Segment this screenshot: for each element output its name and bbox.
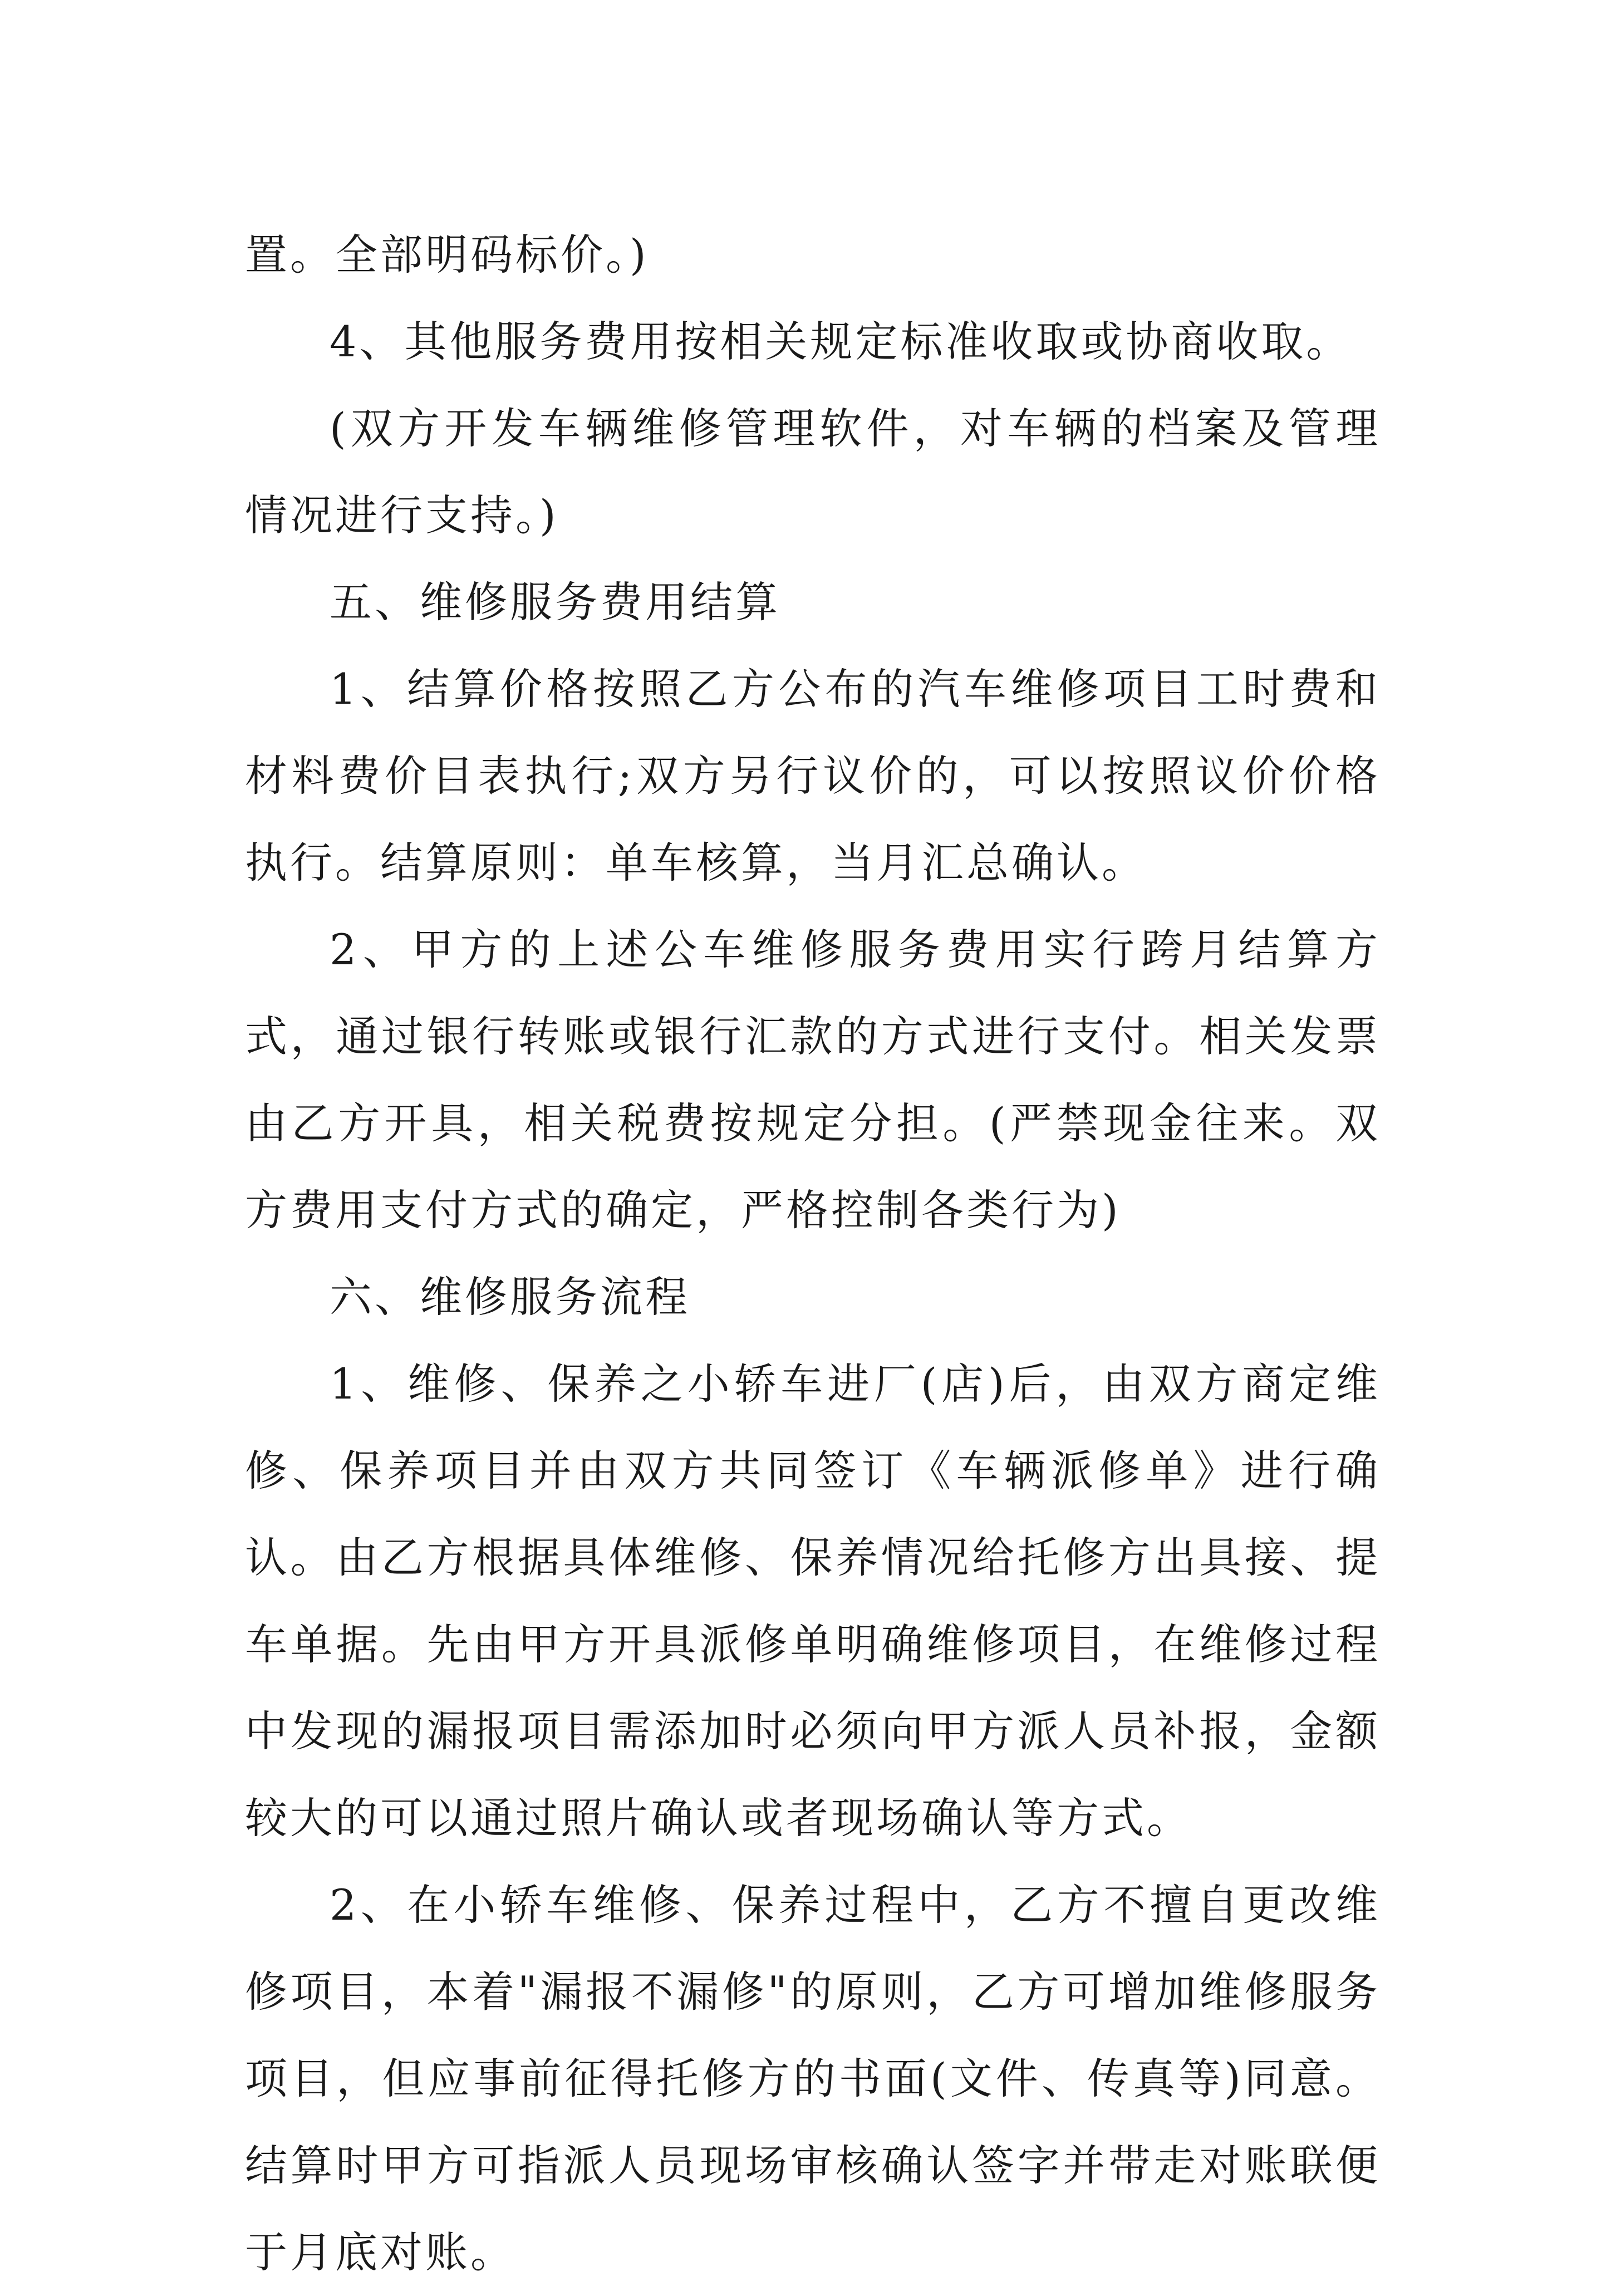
paragraph-process-step-1: 1、维修、保养之小轿车进厂(店)后，由双方商定维修、保养项目并由双方共同签订《车辆派修单》进行确认。由乙方根据具体维修、保养情况给托修方出具接、提车单据。先由甲方开具派修单明确维修项目，在维修过程中发现的漏报项目需添加时必须向甲方派人员补报，金额较大的可以通过照片确认或者现场确认等方式。	[245, 1359, 1381, 1843]
paragraph-process-step-2: 2、在小轿车维修、保养过程中，乙方不擅自更改维修项目，本着"漏报不漏修"的原则，乙方可增加维修服务项目，但应事前征得托修方的书面(文件、传真等)同意。结算时甲方可指派人员现场审核确认签字并带走对账联便于月底对账。	[245, 1880, 1381, 2277]
paragraph-software-note: (双方开发车辆维修管理软件，对车辆的档案及管理情况进行支持。)	[245, 404, 1381, 540]
section-heading-service-process: 六、维修服务流程	[330, 1272, 690, 1322]
paragraph-settlement-method: 2、甲方的上述公车维修服务费用实行跨月结算方式，通过银行转账或银行汇款的方式进行支付。相关发票由乙方开具，相关税费按规定分担。(严禁现金往来。双方费用支付方式的确定，严格控制各类行为)	[245, 925, 1381, 1235]
document-body	[245, 212, 1381, 2296]
paragraph-other-fees: 4、其他服务费用按相关规定标准收取或协商收取。	[330, 317, 1352, 366]
section-heading-settlement: 五、维修服务费用结算	[330, 577, 780, 627]
paragraph-settlement-price: 1、结算价格按照乙方公布的汽车维修项目工时费和材料费价目表执行;双方另行议价的，可以按照议价价格执行。结算原则：单车核算，当月汇总确认。	[245, 664, 1381, 887]
paragraph-continuation: 置。全部明码标价。)	[245, 230, 649, 279]
